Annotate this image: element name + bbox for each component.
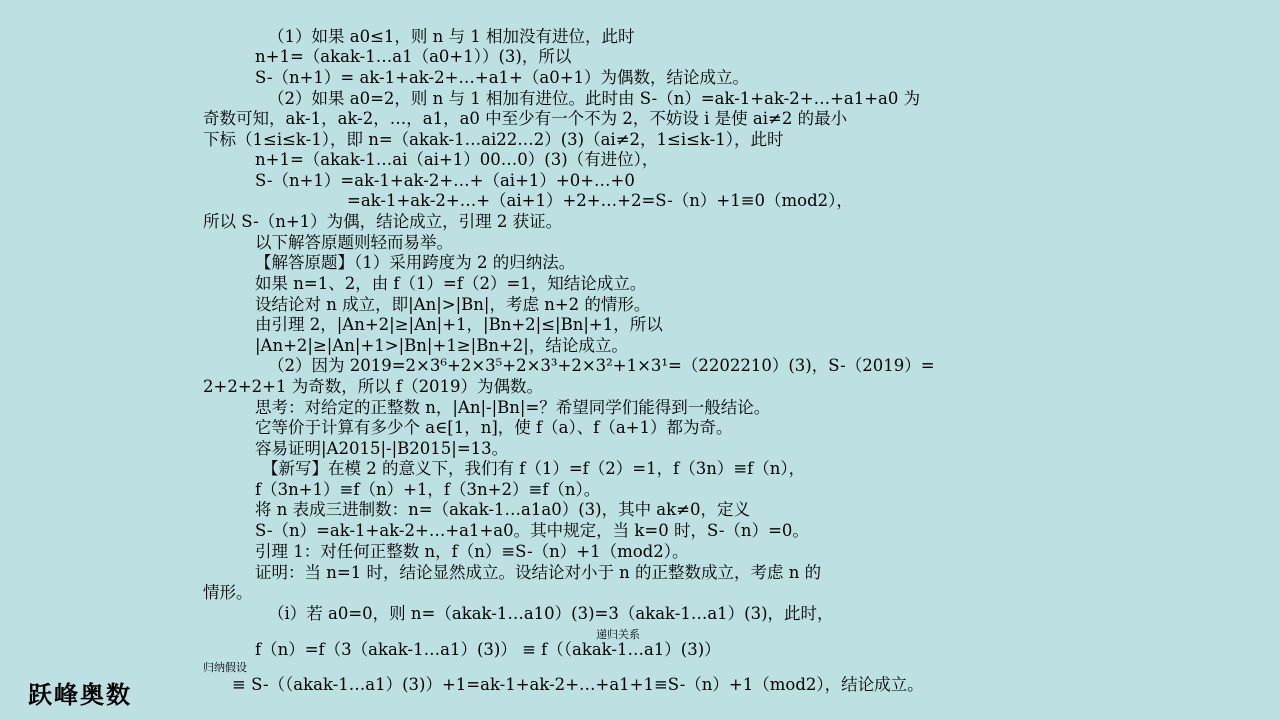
- text-line: 情形。: [203, 583, 253, 602]
- text-line: n+1=（akak-1…ai（ai+1）00…0）(3)（有进位），: [255, 150, 659, 169]
- text-line: 它等价于计算有多少个 a∈[1，n]，使 f（a）、f（a+1）都为奇。: [255, 418, 733, 437]
- text-line: 以下解答原题则轻而易举。: [255, 233, 453, 252]
- text-line: 【解答原题】（1）采用跨度为 2 的归纳法。: [255, 253, 576, 272]
- text-line: S-（n）=ak-1+ak-2+…+a1+a0。其中规定，当 k=0 时，S-（n）=0。: [255, 521, 809, 540]
- text-line: 2+2+2+1 为奇数，所以 f（2019）为偶数。: [203, 377, 544, 396]
- text-line: f（n）=f（3（akak-1…a1）(3)） ≡ f（（akak-1…a1）(3)）: [255, 640, 721, 659]
- text-line: n+1=（akak-1…a1（a0+1））(3)，所以: [255, 47, 572, 66]
- text-line: 证明：当 n=1 时，结论显然成立。设结论对小于 n 的正整数成立，考虑 n 的: [255, 563, 822, 582]
- text-line: 下标（1≤i≤k-1），即 n=（akak-1…ai22…2）(3)（ai≠2，1≤i≤k-1），此时: [203, 130, 784, 149]
- text-line: 引理 1：对任何正整数 n，f（n）≡S-（n）+1（mod2）。: [255, 542, 689, 561]
- text-line: 将 n 表成三进制数：n=（akak-1…a1a0）(3)，其中 ak≠0，定义: [255, 500, 750, 519]
- text-line: =ak-1+ak-2+…+（ai+1）+2+…+2=S-（n）+1≡0（mod2），: [347, 191, 853, 210]
- text-line: |An+2|≥|An|+1>|Bn|+1≥|Bn+2|，结论成立。: [255, 336, 628, 355]
- text-line: 如果 n=1、2，由 f（1）=f（2）=1，知结论成立。: [255, 274, 647, 293]
- induction-note: 归纳假设: [203, 661, 247, 674]
- text-line: 思考：对给定的正整数 n，|An|-|Bn|=？希望同学们能得到一般结论。: [255, 398, 771, 417]
- text-line: （2）如果 a0=2，则 n 与 1 相加有进位。此时由 S-（n）=ak-1+ak-2+…+a1+a0 为: [268, 89, 921, 108]
- text-line: 【新写】在模 2 的意义下，我们有 f（1）=f（2）=1，f（3n）≡f（n），: [262, 459, 806, 478]
- logo: 跃峰奥数: [28, 681, 132, 709]
- text-line: 由引理 2，|An+2|≥|An|+1，|Bn+2|≤|Bn|+1，所以: [255, 315, 663, 334]
- text-line: S-（n+1）=ak-1+ak-2+…+（ai+1）+0+…+0: [255, 171, 635, 190]
- text-line: 设结论对 n 成立，即|An|>|Bn|，考虑 n+2 的情形。: [255, 295, 651, 314]
- text-line: 容易证明|A2015|-|B2015|=13。: [255, 439, 509, 458]
- text-line: （i）若 a0=0，则 n=（akak-1…a10）(3)=3（akak-1…a1）(3)，此时，: [268, 604, 834, 623]
- text-line: f（3n+1）≡f（n）+1，f（3n+2）≡f（n）。: [255, 480, 601, 499]
- text-line: 奇数可知，ak-1，ak-2，…，a1，a0 中至少有一个不为 2，不妨设 i 是使 ai≠2 的最小: [203, 109, 848, 128]
- recursion-note: 递归关系: [596, 628, 640, 641]
- text-line: ≡ S-（（akak-1…a1）(3)）+1=ak-1+ak-2+…+a1+1≡S-（n）+1（mod2），结论成立。: [232, 675, 924, 694]
- text-line: S-（n+1）= ak-1+ak-2+…+a1+（a0+1）为偶数，结论成立。: [255, 68, 750, 87]
- text-line: （2）因为 2019=2×3⁶+2×3⁵+2×3³+2×3²+1×3¹=（2202210）(3)，S-（2019）=: [268, 356, 935, 375]
- text-line: 所以 S-（n+1）为偶，结论成立，引理 2 获证。: [203, 212, 563, 231]
- text-line: （1）如果 a0≤1，则 n 与 1 相加没有进位，此时: [268, 27, 635, 46]
